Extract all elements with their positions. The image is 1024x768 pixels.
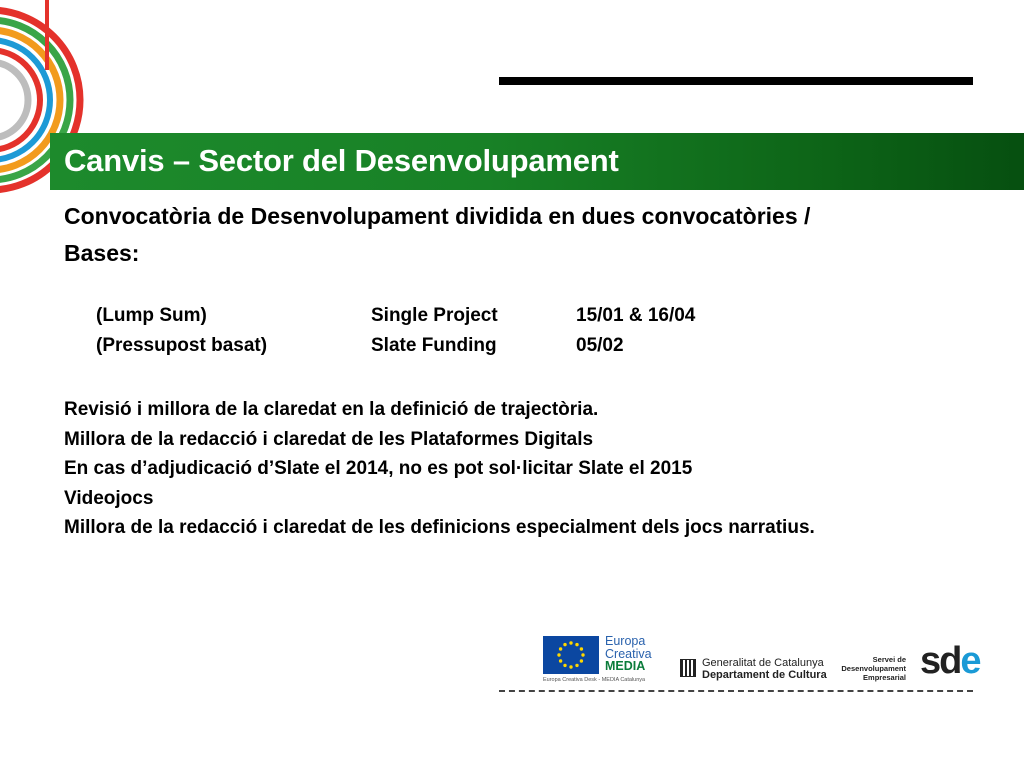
sde-logo bbox=[840, 641, 980, 691]
generalitat-logo bbox=[680, 657, 830, 683]
europa-tagline: Europa Creativa Desk - MEDIA Catalunya bbox=[543, 677, 646, 683]
list-item: Revisió i millora de la claredat en la definició de trajectòria. bbox=[64, 399, 599, 420]
decorative-arcs bbox=[0, 0, 90, 230]
sde-mark-sd: sd bbox=[920, 640, 961, 682]
footer-dashed-rule bbox=[499, 690, 973, 692]
sde-line-3: Empresarial bbox=[863, 673, 906, 682]
funding-row-1-type: (Lump Sum) bbox=[96, 305, 207, 326]
sde-line-1: Servei de bbox=[872, 655, 906, 664]
sde-line-2: Desenvolupament bbox=[841, 664, 906, 673]
list-item: Millora de la redacció i claredat de les Plataformes Digitals bbox=[64, 428, 594, 450]
top-rule bbox=[499, 77, 973, 85]
creativa-label: Creativa bbox=[605, 646, 652, 661]
slide-title: Canvis – Sector del Desenvolupament bbox=[64, 143, 619, 178]
sde-mark-e: e bbox=[960, 640, 980, 682]
list-item: Millora de la redacció i claredat de les definicions especialment dels jocs narratius. bbox=[64, 517, 815, 539]
funding-row-1-dates: 15/01 & 16/04 bbox=[576, 305, 696, 326]
generalitat-emblem-icon bbox=[680, 659, 696, 677]
department-name: Departament de Cultura bbox=[702, 669, 827, 681]
europa-label: Europa bbox=[605, 634, 646, 648]
title-bar bbox=[50, 133, 1024, 190]
europa-creativa-logo bbox=[543, 636, 661, 688]
changes-list bbox=[64, 395, 1004, 543]
slide-subtitle: Convocatòria de Desenvolupament dividida en dues convocatòries / Bases: bbox=[64, 203, 811, 266]
sde-mark bbox=[920, 641, 980, 681]
media-label: MEDIA bbox=[605, 659, 646, 673]
funding-row-2-dates: 05/02 bbox=[576, 335, 624, 356]
generalitat-name: Generalitat de Catalunya bbox=[702, 657, 824, 669]
funding-row-2-scheme: Slate Funding bbox=[371, 335, 497, 356]
funding-row-2-type: (Pressupost basat) bbox=[96, 335, 268, 356]
list-item: En cas d’adjudicació d’Slate el 2014, no es pot sol·licitar Slate el 2015 bbox=[64, 458, 693, 480]
eu-flag-icon bbox=[543, 636, 599, 674]
list-item: Videojocs bbox=[64, 487, 154, 509]
footer-logos bbox=[540, 633, 980, 693]
funding-row-1-scheme: Single Project bbox=[371, 305, 498, 326]
